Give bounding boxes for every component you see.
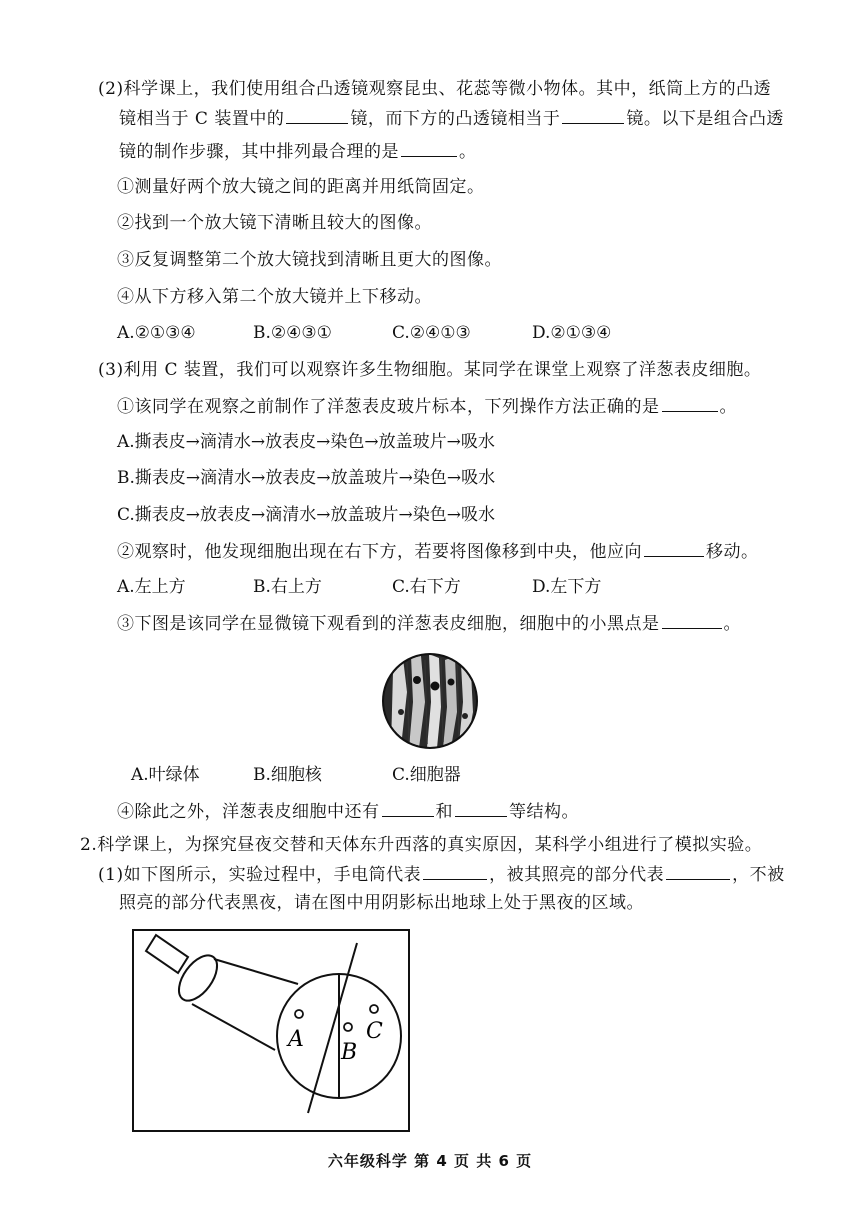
q3-sub3-option-a[interactable]: A.叶绿体 — [131, 765, 200, 785]
q2-stem-part3: 镜。以下是组合凸透 — [626, 109, 784, 129]
q3-sub3-option-b[interactable]: B.细胞核 — [253, 765, 322, 785]
answer-blank[interactable] — [401, 140, 457, 157]
answer-blank[interactable] — [382, 800, 434, 817]
q3-sub4 — [117, 800, 579, 823]
q2-step-4: ④从下方移入第二个放大镜并上下移动。 — [117, 287, 432, 307]
q2main-stem: 2.科学课上，为探究昼夜交替和天体东升西落的真实原因，某科学小组进行了模拟实验。 — [80, 835, 763, 855]
q3-sub2-end: 移动。 — [706, 542, 759, 562]
q3-sub4-text2: 和 — [435, 802, 453, 822]
q2main-sub1-line2: 照亮的部分代表黑夜，请在图中用阴影标出地球上处于黑夜的区域。 — [119, 893, 644, 913]
answer-blank[interactable] — [644, 540, 704, 557]
q2-option-c[interactable]: C.②④①③ — [392, 323, 471, 343]
answer-blank[interactable] — [423, 863, 487, 880]
q3-sub1-option-c[interactable]: C.撕表皮→放表皮→滴清水→放盖玻片→染色→吸水 — [117, 505, 496, 525]
q2-step-3: ③反复调整第二个放大镜找到清晰且更大的图像。 — [117, 250, 502, 270]
page-footer: 六年级科学 第 4 页 共 6 页 — [327, 1152, 533, 1170]
q2-stem-part2: 镜，而下方的凸透镜相当于 — [350, 109, 561, 129]
label-c: C — [366, 1019, 383, 1044]
label-a: A — [288, 1027, 304, 1052]
q2-stem-end: 。 — [459, 142, 477, 162]
q2-stem-line3 — [119, 140, 477, 163]
q3-sub4-text3: 等结构。 — [509, 802, 579, 822]
q3-sub1-option-a[interactable]: A.撕表皮→滴清水→放表皮→染色→放盖玻片→吸水 — [117, 432, 495, 452]
q2-stem-line1: (2)科学课上，我们使用组合凸透镜观察昆虫、花蕊等微小物体。其中，纸筒上方的凸透 — [98, 79, 772, 99]
q3-sub1 — [117, 395, 737, 418]
q2-option-b[interactable]: B.②④③① — [253, 323, 332, 343]
label-b: B — [341, 1040, 358, 1065]
answer-blank[interactable] — [666, 863, 730, 880]
q2main-sub1-line1 — [98, 863, 785, 886]
q3-sub3-option-c[interactable]: C.细胞器 — [392, 765, 461, 785]
point-a-marker — [295, 1010, 303, 1018]
q3-sub1-text: ①该同学在观察之前制作了洋葱表皮玻片标本，下列操作方法正确的是 — [117, 397, 660, 417]
q3-sub2 — [117, 540, 759, 563]
answer-blank[interactable] — [286, 107, 348, 124]
q3-sub2-option-d[interactable]: D.左下方 — [532, 577, 602, 597]
q3-sub3-text: ③下图是该同学在显微镜下观看到的洋葱表皮细胞，细胞中的小黑点是 — [117, 614, 660, 634]
answer-blank[interactable] — [662, 395, 718, 412]
q3-sub2-text: ②观察时，他发现细胞出现在右下方，若要将图像移到中央，他应向 — [117, 542, 642, 562]
answer-blank[interactable] — [562, 107, 624, 124]
q3-sub4-text1: ④除此之外，洋葱表皮细胞中还有 — [117, 802, 380, 822]
day-night-diagram — [132, 929, 410, 1133]
q3-sub2-option-b[interactable]: B.右上方 — [253, 577, 322, 597]
q2-stem-part4: 镜的制作步骤，其中排列最合理的是 — [119, 142, 399, 162]
q2-option-d[interactable]: D.②①③④ — [532, 323, 612, 343]
q3-sub2-option-a[interactable]: A.左上方 — [117, 577, 186, 597]
q3-sub1-option-b[interactable]: B.撕表皮→滴清水→放表皮→放盖玻片→染色→吸水 — [117, 468, 496, 488]
point-c-marker — [370, 1005, 378, 1013]
q2-option-a[interactable]: A.②①③④ — [117, 323, 196, 343]
q2-stem-line2 — [119, 107, 784, 130]
q2main-sub1-text2: ，被其照亮的部分代表 — [489, 865, 665, 885]
point-b-marker — [344, 1023, 352, 1031]
q3-sub1-end: 。 — [719, 397, 737, 417]
answer-blank[interactable] — [662, 612, 722, 629]
answer-blank[interactable] — [455, 800, 507, 817]
q3-sub3-end: 。 — [723, 614, 741, 634]
q2-step-2: ②找到一个放大镜下清晰且较大的图像。 — [117, 213, 432, 233]
q3-sub3 — [117, 612, 741, 635]
q3-sub2-option-c[interactable]: C.右下方 — [392, 577, 461, 597]
q2-stem-part1: 镜相当于 C 装置中的 — [119, 109, 285, 129]
q2main-sub1-text1: (1)如下图所示，实验过程中，手电筒代表 — [98, 865, 422, 885]
q2-step-1: ①测量好两个放大镜之间的距离并用纸筒固定。 — [117, 177, 485, 197]
q3-stem: (3)利用 C 装置，我们可以观察许多生物细胞。某同学在课堂上观察了洋葱表皮细胞。 — [98, 360, 762, 380]
onion-cell-microscope-image — [381, 652, 479, 750]
q2main-sub1-text3: ，不被 — [732, 865, 785, 885]
